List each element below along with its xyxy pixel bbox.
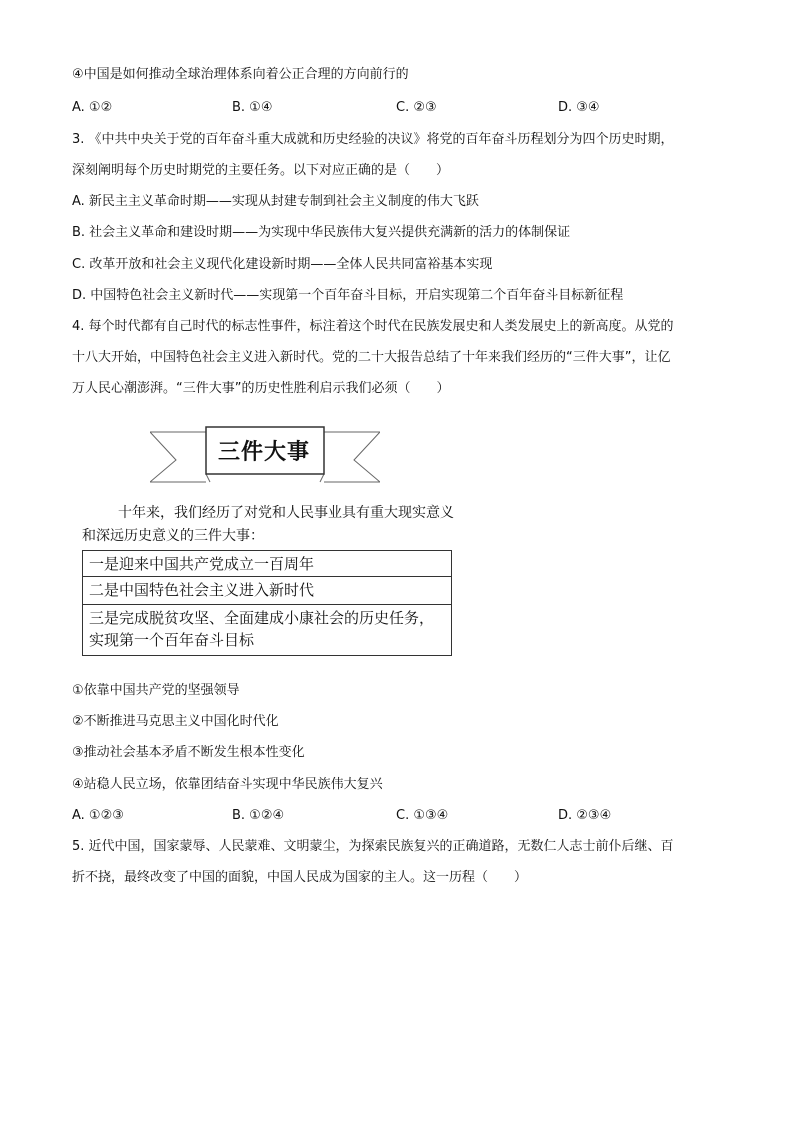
q4-item-2: ②不断推进马克思主义中国化时代化 bbox=[72, 714, 279, 729]
q4-stem-line1: 4. 每个时代都有自己时代的标志性事件，标注着这个时代在民族发展史和人类发展史上的新高度。从党的 bbox=[72, 319, 674, 334]
q5-stem-line1: 5. 近代中国，国家蒙辱、人民蒙难、文明蒙尘，为探索民族复兴的正确道路，无数仁人志士前仆后继、百 bbox=[72, 839, 674, 854]
q4-item-1: ①依靠中国共产党的坚强领导 bbox=[72, 683, 240, 698]
q4-stem-line2: 十八大开始，中国特色社会主义进入新时代。党的二十大报告总结了十年来我们经历的“三件大事”，让亿 bbox=[72, 350, 671, 365]
q3-stem-line2: 深刻阐明每个历史时期党的主要任务。以下对应正确的是（ ） bbox=[72, 163, 450, 178]
q2-option-b: B. ①④ bbox=[232, 100, 273, 115]
event-row-1: 一是迎来中国共产党成立一百周年 bbox=[83, 551, 451, 577]
event-row-3: 三是完成脱贫攻坚、全面建成小康社会的历史任务，实现第一个百年奋斗目标 bbox=[89, 609, 435, 649]
q4-option-d: D. ②③④ bbox=[558, 808, 612, 823]
q5-stem-line2: 折不挠，最终改变了中国的面貌，中国人民成为国家的主人。这一历程（ ） bbox=[72, 870, 528, 885]
q3-option-d: D. 中国特色社会主义新时代——实现第一个百年奋斗目标，开启实现第二个百年奋斗目标新征程 bbox=[72, 288, 624, 303]
q3-option-b: B. 社会主义革命和建设时期——为实现中华民族伟大复兴提供充满新的活力的体制保证 bbox=[72, 225, 571, 240]
q2-option-c: C. ②③ bbox=[396, 100, 437, 115]
q2-option-d: D. ③④ bbox=[558, 100, 600, 115]
figure-intro-text: 十年来，我们经历了对党和人民事业具有重大现实意义和深远历史意义的三件大事： bbox=[82, 505, 454, 544]
q2-item-4: ④中国是如何推动全球治理体系向着公正合理的方向前行的 bbox=[72, 67, 409, 82]
event-row-2: 二是中国特色社会主义进入新时代 bbox=[83, 577, 451, 605]
q4-item-3: ③推动社会基本矛盾不断发生根本性变化 bbox=[72, 745, 305, 760]
events-table bbox=[82, 550, 452, 656]
q4-stem-line3: 万人民心潮澎湃。“三件大事”的历史性胜利启示我们必须（ ） bbox=[72, 381, 450, 396]
q4-option-c: C. ①③④ bbox=[396, 808, 449, 823]
banner-title: 三件大事 bbox=[217, 439, 310, 465]
q4-item-4: ④站稳人民立场，依靠团结奋斗实现中华民族伟大复兴 bbox=[72, 777, 383, 792]
q3-option-a: A. 新民主主义革命时期——实现从封建专制到社会主义制度的伟大飞跃 bbox=[72, 194, 479, 209]
q4-option-a: A. ①②③ bbox=[72, 808, 124, 823]
q4-option-b: B. ①②④ bbox=[232, 808, 285, 823]
three-major-events-figure bbox=[82, 426, 454, 658]
q2-option-a: A. ①② bbox=[72, 100, 113, 115]
q3-option-c: C. 改革开放和社会主义现代化建设新时期——全体人民共同富裕基本实现 bbox=[72, 257, 493, 272]
q3-stem-line1: 3. 《中共中央关于党的百年奋斗重大成就和历史经验的决议》将党的百年奋斗历程划分为四个历史时期， bbox=[72, 132, 674, 147]
